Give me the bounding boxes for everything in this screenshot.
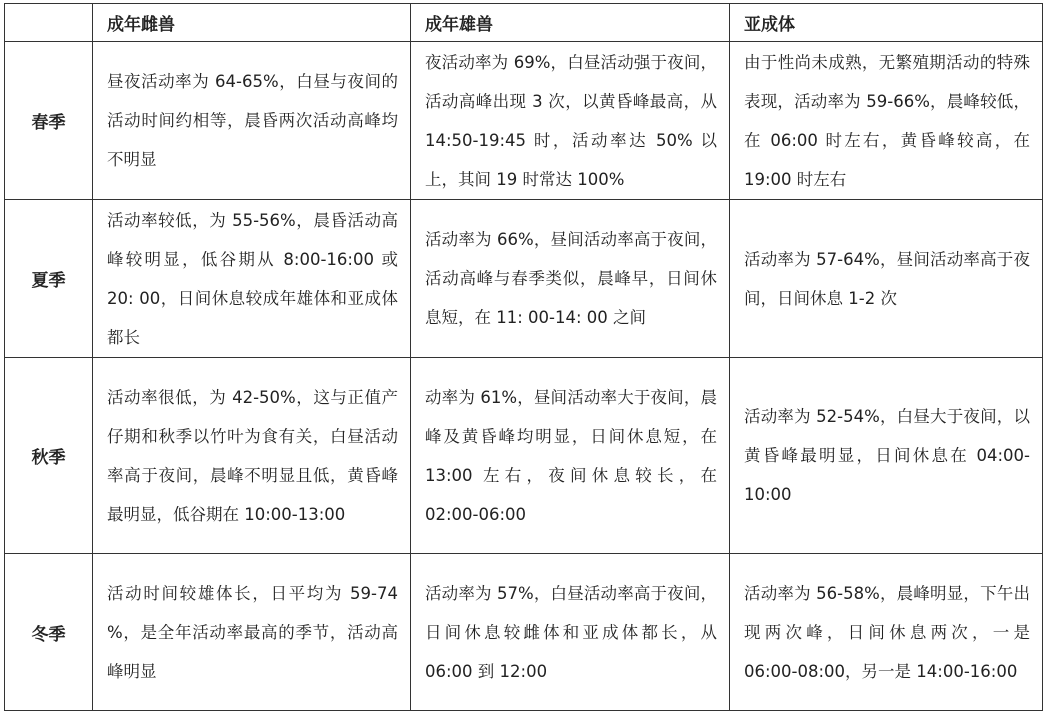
- season-label: 冬季: [5, 554, 93, 711]
- table-row: [5, 42, 1043, 200]
- table-cell: 动率为 61%，昼间活动率大于夜间，晨峰及黄昏峰均明显，日间休息短，在 13:00 左右，夜间休息较长，在 02:00-06:00: [411, 358, 730, 554]
- season-label: 夏季: [5, 200, 93, 358]
- table-cell: 活动率为 52-54%，白昼大于夜间，以黄昏峰最明显，日间休息在 04:00-10:00: [730, 358, 1043, 554]
- table-cell: 夜活动率为 69%，白昼活动强于夜间，活动高峰出现 3 次，以黄昏峰最高，从 14:50-19:45 时，活动率达 50% 以上，其间 19 时常达 100%: [411, 42, 730, 200]
- table-row: [5, 200, 1043, 358]
- header-adult-female: 成年雌兽: [93, 4, 411, 42]
- table-row: [5, 358, 1043, 554]
- table-cell: 活动率很低，为 42-50%，这与正值产仔期和秋季以竹叶为食有关，白昼活动率高于夜间，晨峰不明显且低，黄昏峰最明显，低谷期在 10:00-13:00: [93, 358, 411, 554]
- header-adult-male: 成年雄兽: [411, 4, 730, 42]
- table-cell: 活动率为 66%，昼间活动率高于夜间，活动高峰与春季类似，晨峰早，日间休息短，在 11: 00-14: 00 之间: [411, 200, 730, 358]
- table-row: [5, 554, 1043, 711]
- season-label: 春季: [5, 42, 93, 200]
- header-row: [5, 4, 1043, 42]
- table-cell: 活动时间较雄体长，日平均为 59-74 %，是全年活动率最高的季节，活动高峰明显: [93, 554, 411, 711]
- header-corner: [5, 4, 93, 42]
- table-cell: 活动率较低，为 55-56%，晨昏活动高峰较明显，低谷期从 8:00-16:00 或 20: 00，日间休息较成年雄体和亚成体都长: [93, 200, 411, 358]
- table-cell: 活动率为 57%，白昼活动率高于夜间，日间休息较雌体和亚成体都长，从 06:00 到 12:00: [411, 554, 730, 711]
- season-label: 秋季: [5, 358, 93, 554]
- table-cell: 昼夜活动率为 64-65%，白昼与夜间的活动时间约相等，晨昏两次活动高峰均不明显: [93, 42, 411, 200]
- table-cell: 活动率为 57-64%，昼间活动率高于夜间，日间休息 1-2 次: [730, 200, 1043, 358]
- activity-table: [4, 3, 1043, 711]
- header-subadult: 亚成体: [730, 4, 1043, 42]
- table-cell: 由于性尚未成熟，无繁殖期活动的特殊表现，活动率为 59-66%，晨峰较低，在 06:00 时左右，黄昏峰较高，在 19:00 时左右: [730, 42, 1043, 200]
- table-cell: 活动率为 56-58%，晨峰明显，下午出现两次峰，日间休息两次，一是 06:00-08:00，另一是 14:00-16:00: [730, 554, 1043, 711]
